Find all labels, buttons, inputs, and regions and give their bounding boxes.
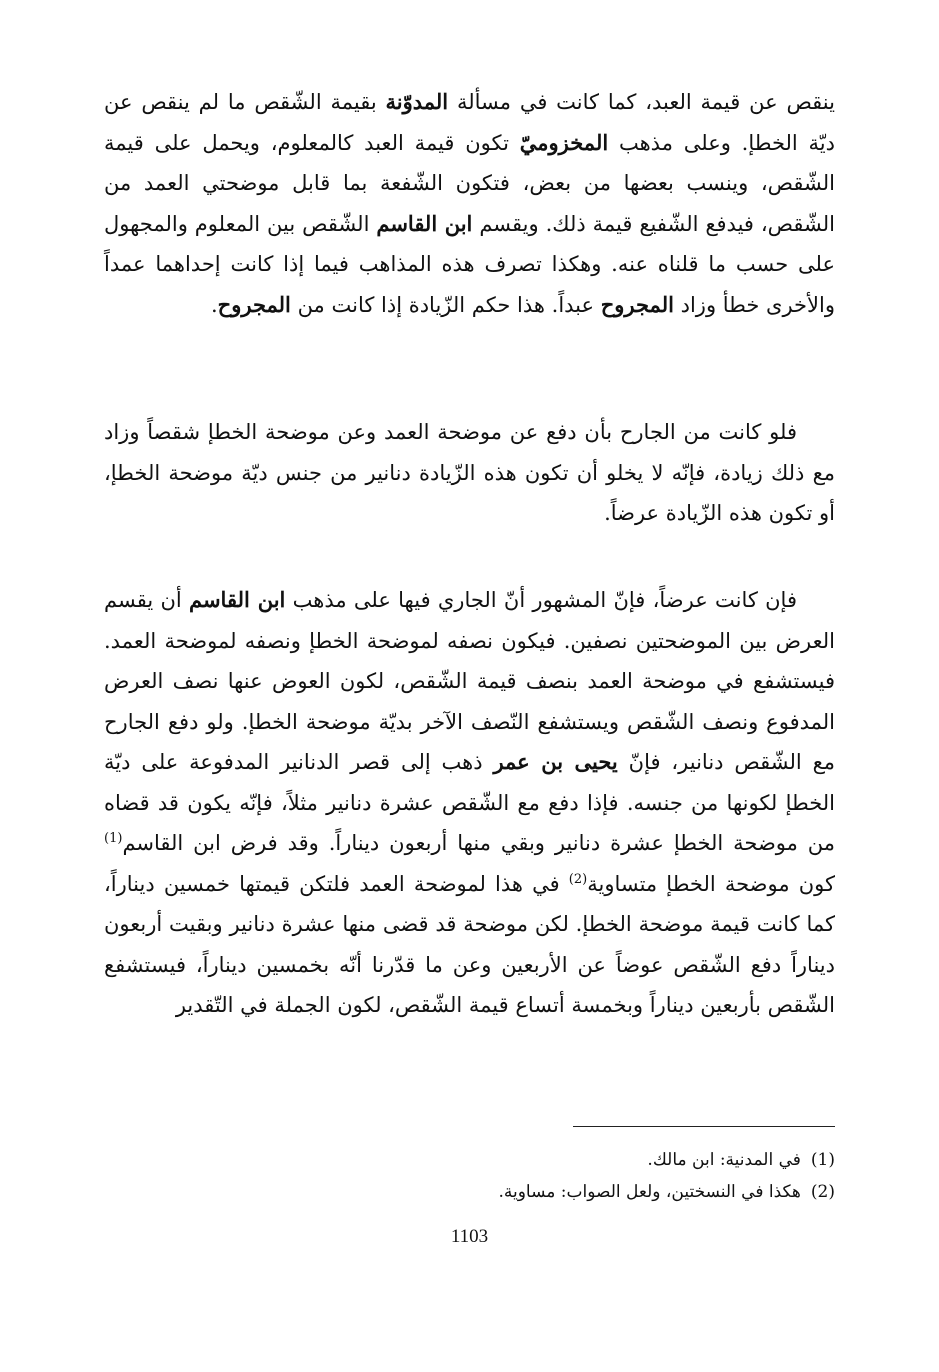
footnote-text: في المدنية: ابن مالك. bbox=[647, 1150, 801, 1170]
text-run: في هذا لموضحة العمد فلتكن قيمتها خمسين ديناراً، كما كانت قيمة موضحة الخطإ. لكن موضحة قد قضى منها عشرة دنانير وبقيت أربعون ديناراً دفع الشّقص عوضاً عن الأربعين وعن ما قدّرنا أنّه بخمسين ديناراً، فيستشفع الشّقص بأربعين ديناراً وبخمسة أتساع قيمة الشّقص، لكون الجملة في التّقدير bbox=[104, 871, 835, 1017]
footnote-2 bbox=[300, 1176, 835, 1208]
text-run: تكون قيمة العبد كالمعلوم، ويحمل على قيمة الشّقص، وينسب بعضها من بعض، فتكون الشّفعة بما قابل موضحتي العمد من الشّقص، فيدفع الشّفيع قيمة ذلك. ويقسم bbox=[104, 130, 835, 236]
bold-name: المجروح bbox=[600, 291, 674, 317]
bold-name: ابن القاسم bbox=[376, 210, 473, 236]
bold-name: ابن القاسم bbox=[188, 587, 286, 612]
bold-name: المدوّنة bbox=[385, 89, 449, 114]
footnote-text: هكذا في النسختين، ولعل الصواب: مساوية. bbox=[498, 1182, 801, 1202]
paragraph-1 bbox=[104, 82, 835, 325]
footnote-divider bbox=[573, 1126, 835, 1127]
text-run: فلو كانت من الجارح بأن دفع عن موضحة العمد وعن موضحة الخطإ شقصاً وزاد مع ذلك زيادة، فإنّه لا يخلو أن تكون هذه الزّيادة دنانير من جنس ديّة موضحة الخطإ، أو تكون هذه الزّيادة عرضاً. bbox=[104, 420, 835, 525]
paragraph-3 bbox=[104, 580, 835, 1026]
footnote-1 bbox=[300, 1144, 835, 1176]
text-run: كون موضحة الخطإ متساوية bbox=[587, 871, 835, 896]
footnote-ref: (2) bbox=[568, 871, 588, 887]
footnote-ref: (1) bbox=[104, 831, 123, 846]
page-number: 1103 bbox=[450, 1226, 489, 1247]
bold-name: المخزوميّ bbox=[519, 129, 609, 155]
text-run: بقيمة الشّقص ما لم ينقص عن ديّة الخطإ. وعلى مذهب bbox=[104, 90, 835, 155]
footnote-number: (2) bbox=[810, 1182, 835, 1202]
text-run: أن يقسم العرض بين الموضحتين نصفين. فيكون نصفه لموضحة الخطإ ونصفه لموضحة العمد. فيستشفع في موضحة العمد بنصف قيمة الشّقص، لكون العوض عنها نصف العرض المدفوع ونصف الشّقص ويستشفع النّصف الآخر بديّة موضحة الخطإ. ولو دفع الجارح مع الشّقص دنانير، فإنّ bbox=[104, 588, 836, 774]
text-run: عبداً. هذا حكم الزّيادة إذا كانت من bbox=[290, 292, 601, 317]
footnotes bbox=[300, 1144, 835, 1208]
text-run: فإن كانت عرضاً، فإنّ المشهور أنّ الجاري فيها على مذهب bbox=[285, 588, 797, 612]
text-run: . bbox=[210, 292, 218, 317]
footnote-number: (1) bbox=[810, 1150, 835, 1170]
text-run: ذهب إلى قصر الدنانير المدفوعة على ديّة الخطإ لكونها من جنسه. فإذا دفع مع الشّقص عشرة دنانير مثلاً، فإنّه يكون قد قضاه من موضحة الخطإ عشرة دنانير وبقي منها أربعون ديناراً. وقد فرض ابن القاسم bbox=[104, 750, 835, 855]
text-run: الشّقص بين المعلوم والمجهول على حسب ما قلناه عنه. وهكذا تصرف هذه المذاهب فيما إذا كانت إحداهما عمداً والأخرى خطأ وزاد bbox=[104, 211, 835, 317]
bold-name: يحيى بن عمر bbox=[493, 749, 618, 774]
paragraph-2 bbox=[104, 412, 835, 534]
text-run: ينقص عن قيمة العبد، كما كانت في مسألة bbox=[448, 90, 835, 114]
bold-name: المجروح bbox=[217, 291, 291, 317]
